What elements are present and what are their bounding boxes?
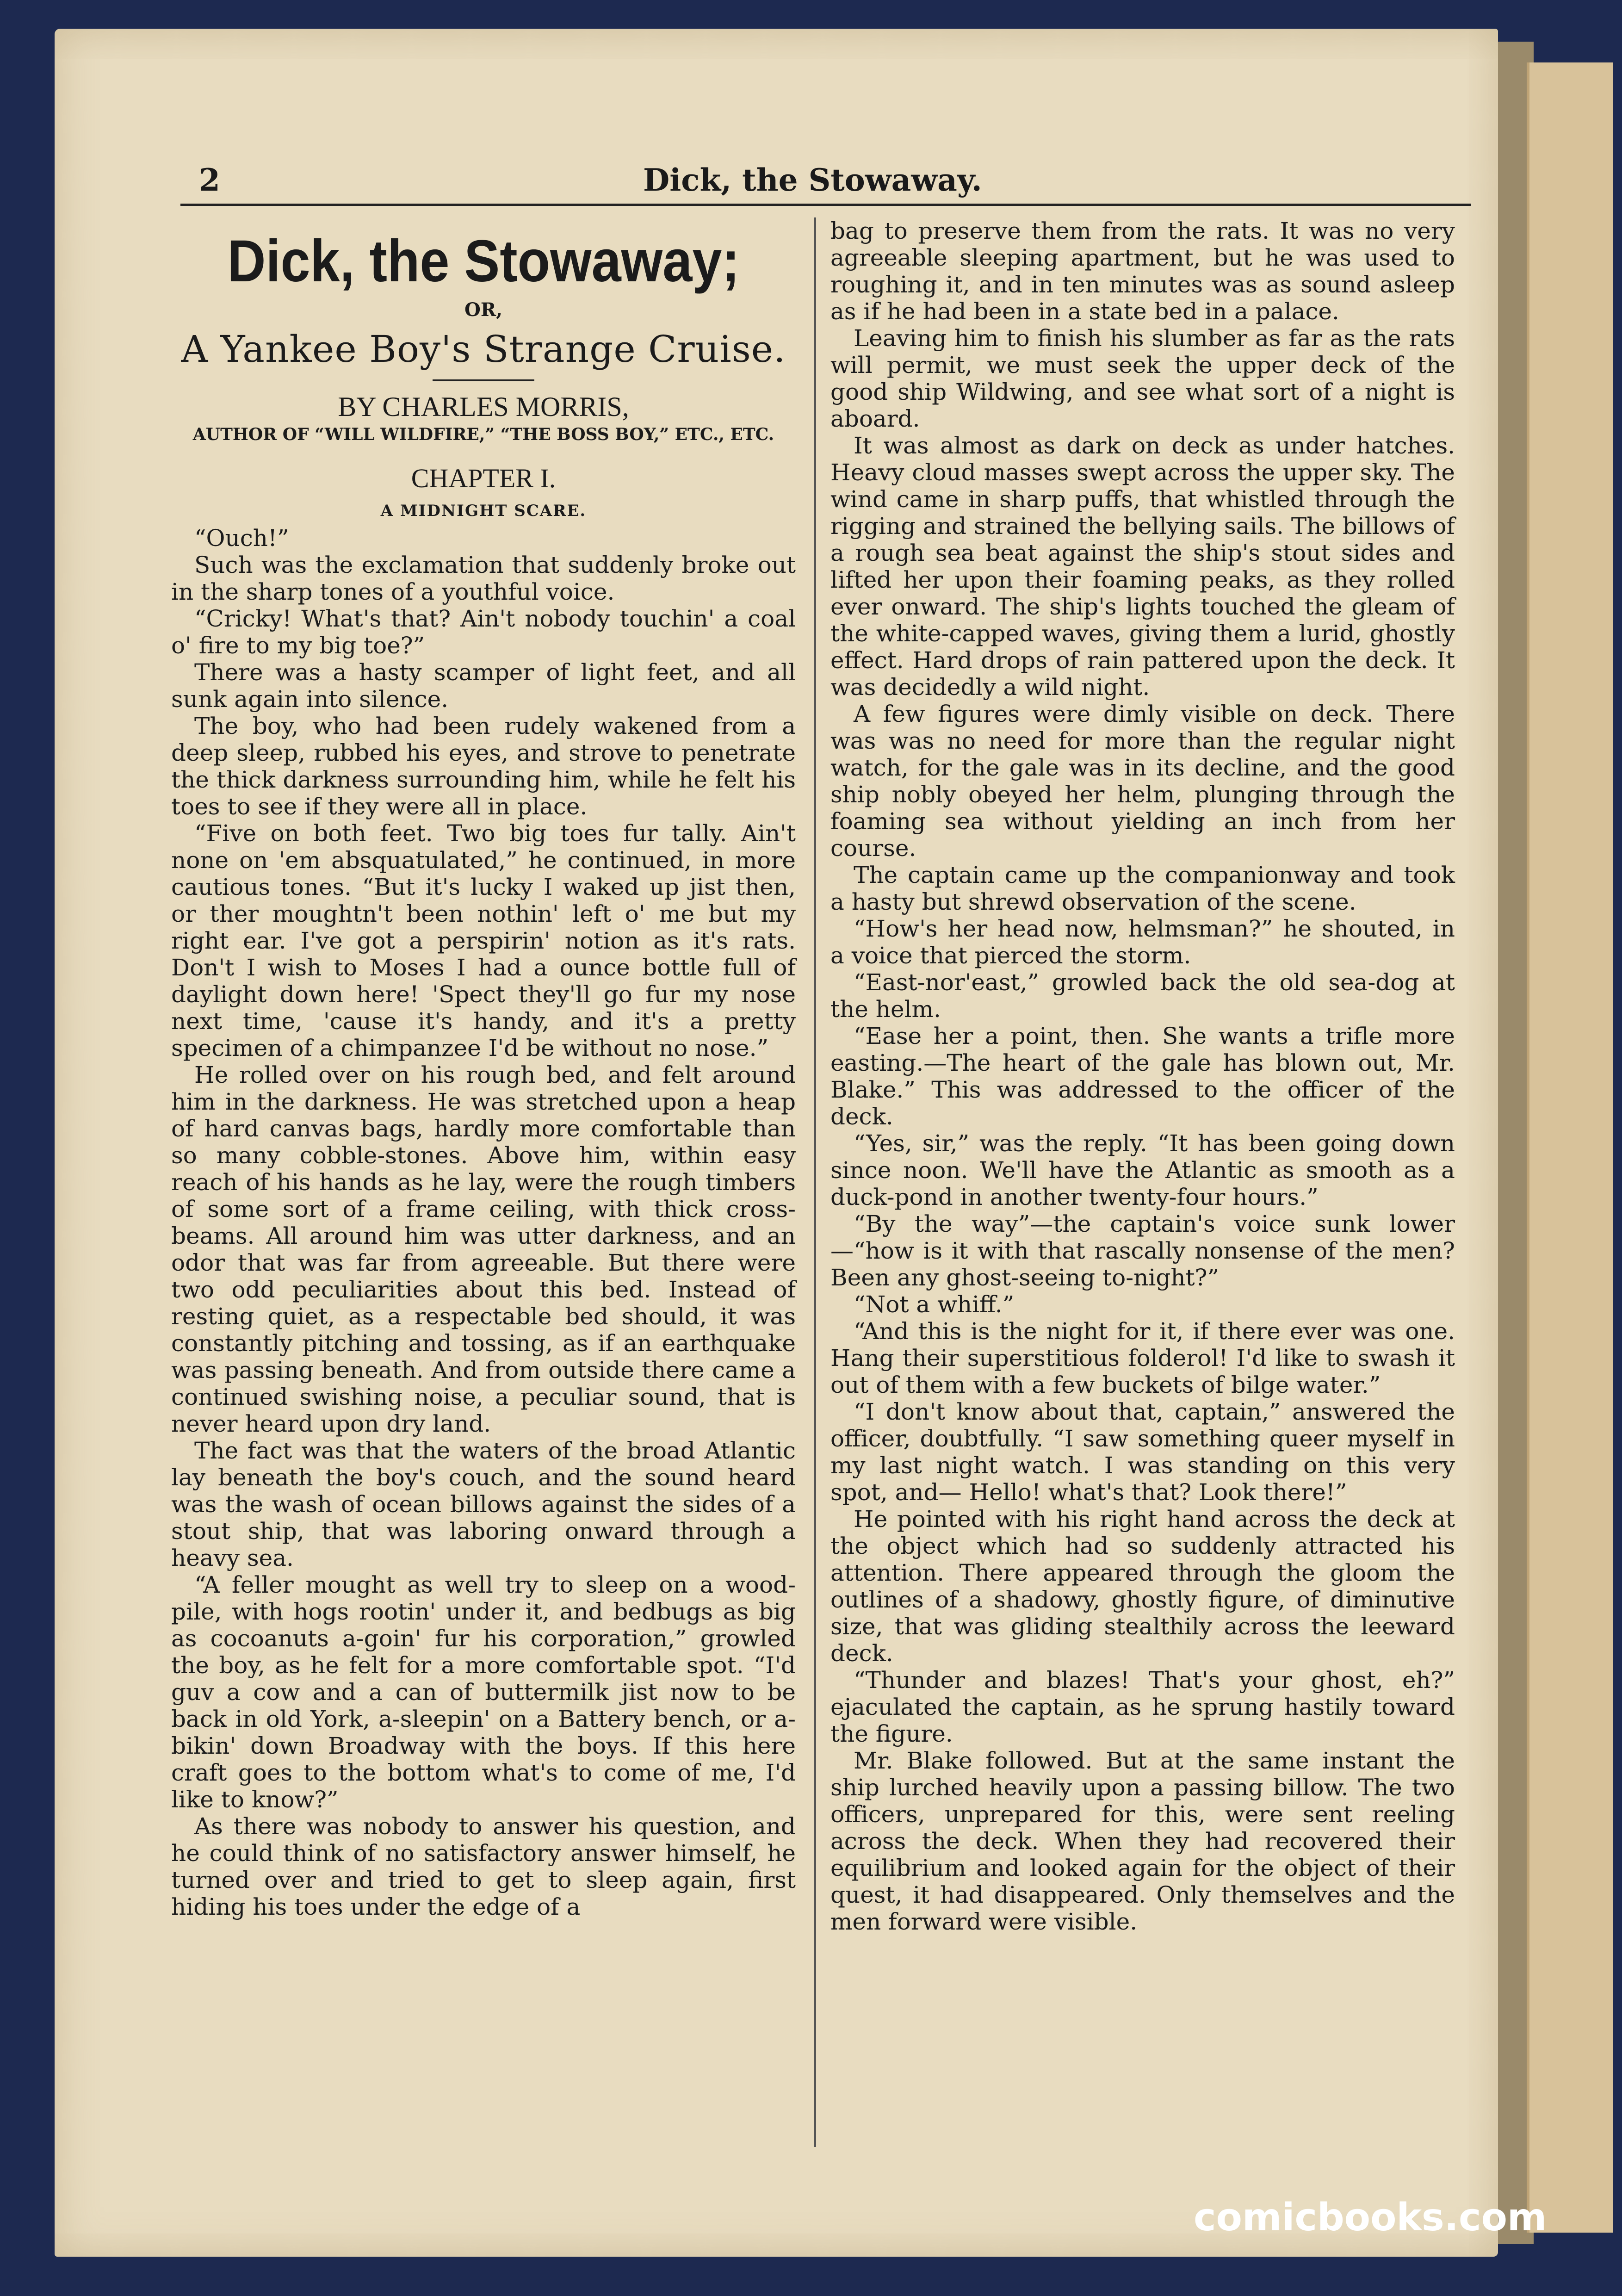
title-rule (433, 379, 534, 381)
page-header (180, 153, 1471, 206)
paragraph: The boy, who had been rudely wakened from a deep sleep, rubbed his eyes, and strove to penetrate the thick darkness surrounding him, while he felt his toes to see if they were all in place. (171, 713, 796, 820)
paragraph: It was almost as dark on deck as under hatches. Heavy cloud masses swept across the upper sky. The wind came in sharp puffs, that whistled through the rigging and strained the bellying sails. The billows of a rough sea beat against the ship's stout sides and lifted her upon their foaming peaks, as they rolled ever onward. The ship's lights touched the gleam of the white-capped waves, giving them a lurid, ghostly effect. Hard drops of rain pattered upon the deck. It was decidedly a wild night. (830, 432, 1455, 701)
paragraph: The fact was that the waters of the broad Atlantic lay beneath the boy's couch, and the sound heard was the wash of ocean billows against the sides of a stout ship, that was laboring onward through a heavy sea. (171, 1437, 796, 1571)
paragraph: “East-nor'east,” growled back the old sea-dog at the helm. (830, 969, 1455, 1023)
paragraph: A few figures were dimly visible on deck. There was was no need for more than the regular night watch, for the gale was in its decline, and the good ship nobly obeyed her helm, plunging through the foaming sea without yielding an inch from her course. (830, 701, 1455, 862)
paragraph: As there was nobody to answer his question, and he could think of no satisfactory answer himself, he turned over and tried to get to sleep again, first hiding his toes under the edge of a (171, 1813, 796, 1920)
paragraph: “Five on both feet. Two big toes fur tally. Ain't none on 'em absquatulated,” he continued, in more cautious tones. “But it's lucky I waked up jist then, or ther moughtn't been nothin' left o' me but my right ear. I've got a perspirin' notion as it's rats. Don't I wish to Moses I had a ounce bottle full of daylight down here! 'Spect they'll go fur my nose next time, 'cause it's handy, and it's a pretty specimen of a chimpanzee I'd be without no nose.” (171, 820, 796, 1061)
column-rule (814, 217, 816, 2147)
story-subtitle: A Yankee Boy's Strange Cruise. (181, 328, 786, 371)
paragraph: “Ease her a point, then. She wants a trifle more easting.—The heart of the gale has blown out, Mr. Blake.” This was addressed to the officer of the deck. (830, 1023, 1455, 1130)
story-title: Dick, the Stowaway; (227, 228, 740, 294)
paragraph: “And this is the night for it, if there ever was one. Hang their superstitious folderol! I'd like to swash it out of them with a few buckets of bilge water.” (830, 1318, 1455, 1398)
paragraph: Mr. Blake followed. But at the same instant the ship lurched heavily upon a passing billow. The two officers, unprepared for this, were sent reeling across the deck. When they had recovered their equilibrium and looked again for the object of their quest, it had disappeared. Only themselves and the men forward were visible. (830, 1747, 1455, 1935)
next-page-edge (1527, 62, 1613, 2233)
paragraph: “Cricky! What's that? Ain't nobody touchin' a coal o' fire to my big toe?” (171, 605, 796, 659)
paragraph: He pointed with his right hand across the deck at the object which had so suddenly attracted his attention. There appeared through the gloom the outlines of a shadowy, ghostly figure, of diminutive size, that was gliding stealthily across the leeward deck. (830, 1506, 1455, 1667)
paragraph: “Ouch!” (194, 525, 289, 552)
left-column (171, 217, 796, 1920)
site-watermark: comicbooks.com (1194, 2196, 1547, 2240)
paragraph: “How's her head now, helmsman?” he shouted, in a voice that pierced the storm. (830, 915, 1455, 969)
paragraph: “Thunder and blazes! That's your ghost, eh?” ejaculated the captain, as he sprung hastily toward the figure. (830, 1667, 1455, 1747)
byline: BY CHARLES MORRIS, (338, 391, 629, 422)
paragraph: “A feller mought as well try to sleep on a wood-pile, with hogs rootin' under it, and bedbugs as big as cocoanuts a-goin' fur his corporation,” growled the boy, as he felt for a more comfortable spot. “I'd guv a cow and a can of buttermilk jist now to be back in old York, a-sleepin' on a Battery bench, or a-bikin' down Broadway with the boys. If this here craft goes to the bottom what's to come of me, I'd like to know?” (171, 1571, 796, 1813)
paragraph: Leaving him to finish his slumber as far as the rats will permit, we must seek the upper deck of the good ship Wildwing, and see what sort of a night is aboard. (830, 325, 1455, 432)
paragraph: He rolled over on his rough bed, and felt around him in the darkness. He was stretched upon a heap of hard canvas bags, hardly more comfortable than so many cobble-stones. Above him, within easy reach of his hands as he lay, were the rough timbers of some sort of a frame ceiling, with thick cross-beams. All around him was utter darkness, and an odor that was far from agreeable. But there were two odd peculiarities about this bed. Instead of resting quiet, as a respectable bed should, it was constantly pitching and tossing, as if an earthquake was passing beneath. And from outside there came a continued swishing noise, a peculiar sound, that is never heard upon dry land. (171, 1061, 796, 1437)
title-or: OR, (464, 299, 502, 321)
paragraph: “Yes, sir,” was the reply. “It has been going down since noon. We'll have the Atlantic as smooth as a duck-pond in another twenty-four hours.” (830, 1130, 1455, 1210)
chapter-heading: CHAPTER I. (411, 463, 556, 493)
right-column (830, 217, 1455, 1935)
paragraph: “I don't know about that, captain,” answered the officer, doubtfully. “I saw something queer myself in my last night watch. I was standing on this very spot, and— Hello! what's that? Look there!” (830, 1398, 1455, 1506)
page-number: 2 (199, 162, 220, 198)
paragraph: The captain came up the companionway and took a hasty but shrewd observation of the scene. (830, 862, 1455, 915)
chapter-title: A MIDNIGHT SCARE. (380, 502, 587, 520)
author-credits: AUTHOR OF “WILL WILDFIRE,” “THE BOSS BOY,” ETC., ETC. (192, 425, 774, 444)
paragraph: “Not a whiff.” (854, 1291, 1015, 1318)
running-head: Dick, the Stowaway. (643, 162, 982, 198)
paragraph: There was a hasty scamper of light feet, and all sunk again into silence. (171, 659, 796, 713)
paragraph: Such was the exclamation that suddenly broke out in the sharp tones of a youthful voice. (171, 552, 796, 605)
paragraph: “By the way”—the captain's voice sunk lower—“how is it with that rascally nonsense of the men? Been any ghost-seeing to-night?” (830, 1210, 1455, 1291)
paragraph: bag to preserve them from the rats. It was no very agreeable sleeping apartment, but he was used to roughing it, and in ten minutes was as sound asleep as if he had been in a state bed in a palace. (830, 217, 1455, 325)
